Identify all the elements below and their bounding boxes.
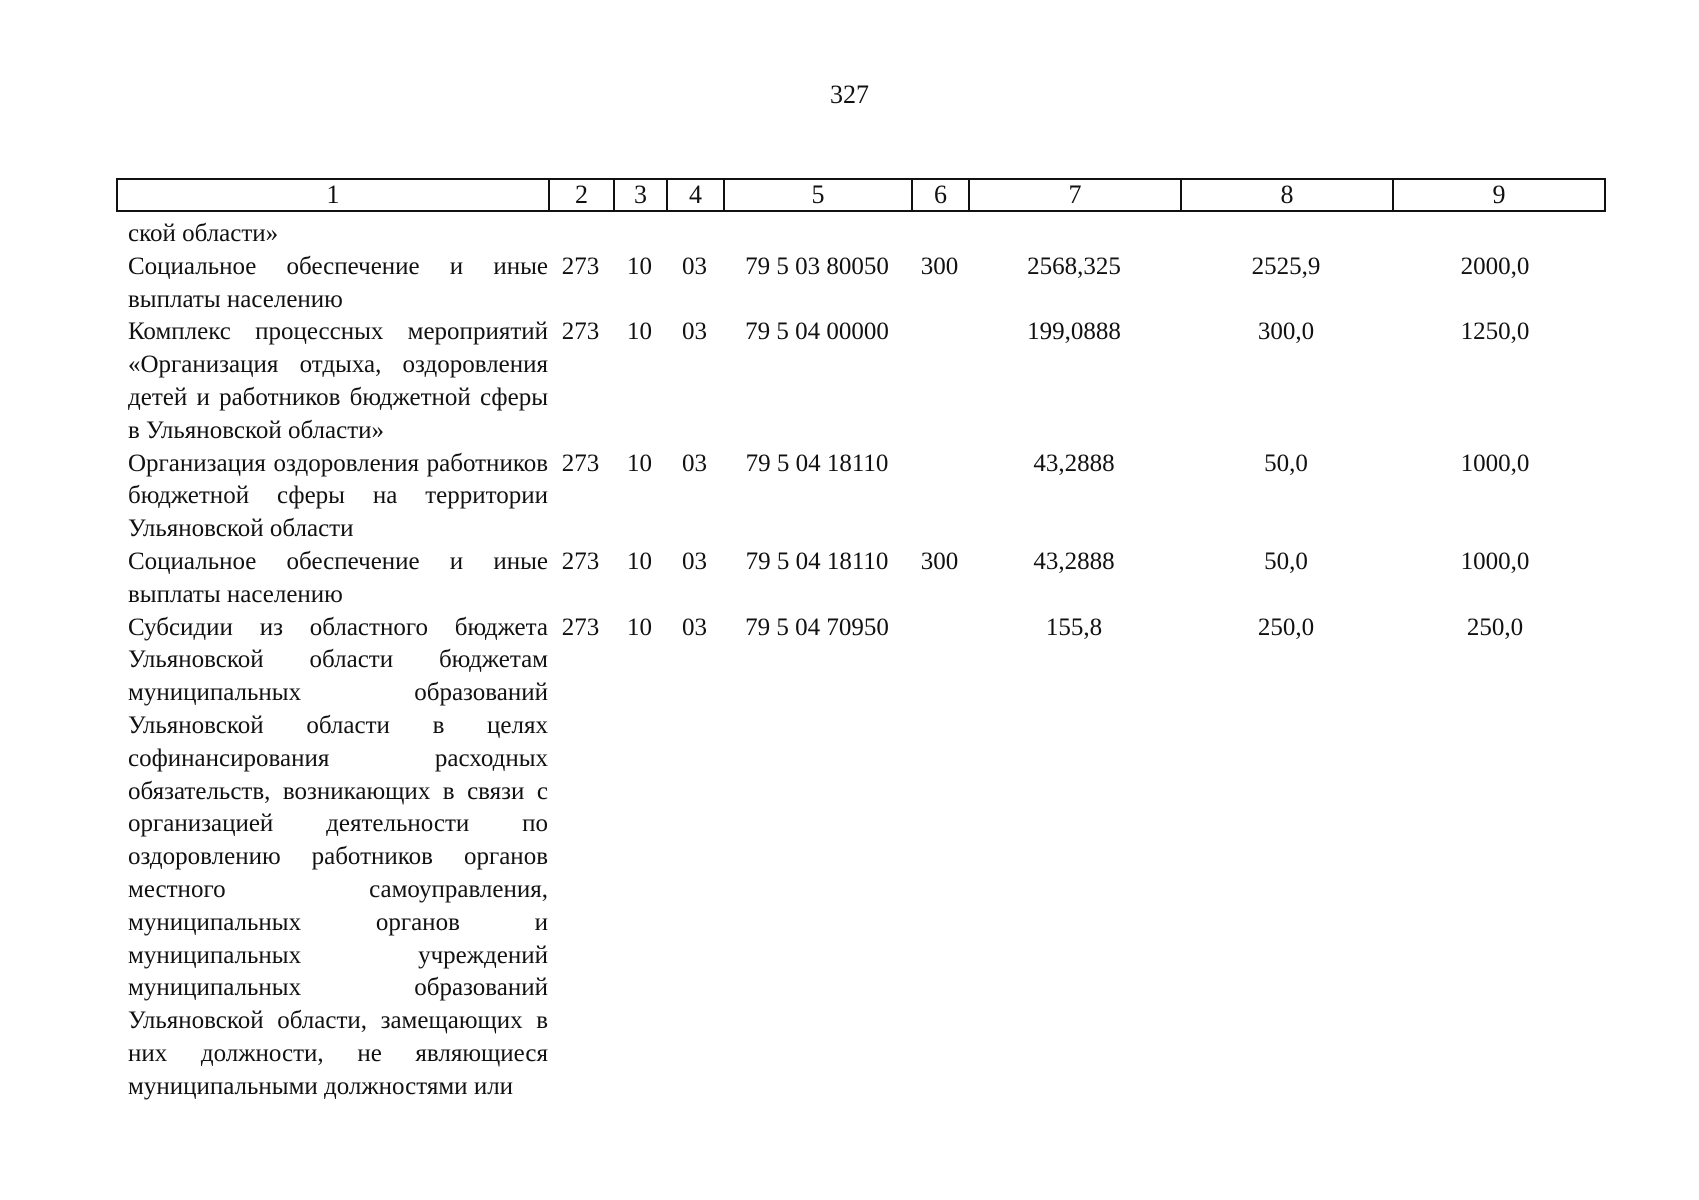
cell-col-9: 1000,0 xyxy=(1460,449,1530,477)
header-col-5: 5 xyxy=(725,180,913,210)
row-name: Социальное обеспечение и иные выплаты населению xyxy=(128,252,548,313)
cell-col-6 xyxy=(911,316,968,348)
header-col-2: 2 xyxy=(550,180,615,210)
table-row xyxy=(116,546,1606,612)
cell-col-8: 2525,9 xyxy=(1251,252,1321,280)
row-name: Субсидии из областного бюджета Ульяновской области бюджетам муниципальных образований Ульяновской области в целях софинансирования расходных обязательств, возникающих в связи с организацией деятельности по оздоровлению работников органов местного самоуправления, муниципальных органов и муниципальных учреждений муниципальных образований Ульяновской области, замещающих в них должности, не являющиеся муниципальными должностями или xyxy=(128,613,548,1100)
cell-col-7: 43,2888 xyxy=(1033,547,1115,575)
cell-col-8: 50,0 xyxy=(1264,547,1308,575)
cell-col-9: 250,0 xyxy=(1466,613,1524,641)
cell-col-2: 273 xyxy=(561,547,600,575)
cell-col-4: 03 xyxy=(682,318,707,346)
cell-col-4 xyxy=(666,218,723,250)
cell-col-9 xyxy=(1392,218,1598,250)
cell-col-5 xyxy=(723,218,911,250)
table-row xyxy=(116,448,1606,546)
cell-col-3: 10 xyxy=(627,547,652,575)
cell-col-8: 50,0 xyxy=(1264,449,1308,477)
cell-col-7: 199,0888 xyxy=(1027,318,1121,346)
header-col-1: 1 xyxy=(118,180,550,210)
cell-col-4: 03 xyxy=(682,449,707,477)
table-row xyxy=(116,251,1606,317)
cell-col-3: 10 xyxy=(627,613,652,641)
cell-col-4: 03 xyxy=(682,252,707,280)
cell-col-7: 2568,325 xyxy=(1027,252,1121,280)
cell-col-5: 79 5 03 80050 xyxy=(745,252,889,280)
cell-col-6 xyxy=(911,218,968,250)
cell-col-3: 10 xyxy=(627,318,652,346)
cell-col-9: 1000,0 xyxy=(1460,547,1530,575)
cell-col-6 xyxy=(911,612,968,644)
cell-col-2: 273 xyxy=(561,449,600,477)
cell-col-5: 79 5 04 00000 xyxy=(745,318,889,346)
cell-col-6: 300 xyxy=(920,252,959,280)
table-row xyxy=(116,316,1606,447)
table-row xyxy=(116,612,1606,1104)
cell-col-2: 273 xyxy=(561,252,600,280)
cell-col-8 xyxy=(1180,218,1392,250)
cell-col-5: 79 5 04 18110 xyxy=(745,449,889,477)
cell-col-7 xyxy=(968,218,1180,250)
cell-col-4: 03 xyxy=(682,613,707,641)
cell-col-5: 79 5 04 18110 xyxy=(745,547,889,575)
cell-col-4: 03 xyxy=(682,547,707,575)
row-name: Организация оздоровления работников бюджетной сферы на территории Ульяновской области xyxy=(128,449,548,543)
header-col-8: 8 xyxy=(1182,180,1394,210)
cell-col-6 xyxy=(911,448,968,480)
cell-col-3 xyxy=(613,218,666,250)
header-col-3: 3 xyxy=(615,180,668,210)
cell-col-3: 10 xyxy=(627,449,652,477)
cell-col-9: 1250,0 xyxy=(1460,318,1530,346)
header-col-4: 4 xyxy=(668,180,725,210)
header-col-9: 9 xyxy=(1492,180,1506,209)
cell-col-7: 155,8 xyxy=(1045,613,1103,641)
row-name: Социальное обеспечение и иные выплаты населению xyxy=(128,547,548,608)
cell-col-5: 79 5 04 70950 xyxy=(745,613,889,641)
table-row xyxy=(116,218,1606,251)
cell-col-7: 43,2888 xyxy=(1033,449,1115,477)
cell-col-2: 273 xyxy=(561,613,600,641)
cell-col-6: 300 xyxy=(920,547,959,575)
cell-col-2: 273 xyxy=(561,318,600,346)
cell-col-2 xyxy=(548,218,613,250)
cell-col-8: 250,0 xyxy=(1257,613,1315,641)
page-number: 327 xyxy=(830,80,869,109)
cell-col-9: 2000,0 xyxy=(1460,252,1530,280)
row-name: Комплекс процессных мероприятий «Организация отдыха, оздоровления детей и работников бюджетной сферы в Ульяновской области» xyxy=(128,318,548,444)
row-name: ской области» xyxy=(128,220,279,247)
header-col-7: 7 xyxy=(970,180,1182,210)
table-body xyxy=(116,218,1606,1104)
table-header xyxy=(116,178,1606,212)
header-col-6: 6 xyxy=(913,180,970,210)
cell-col-3: 10 xyxy=(627,252,652,280)
cell-col-8: 300,0 xyxy=(1257,318,1315,346)
